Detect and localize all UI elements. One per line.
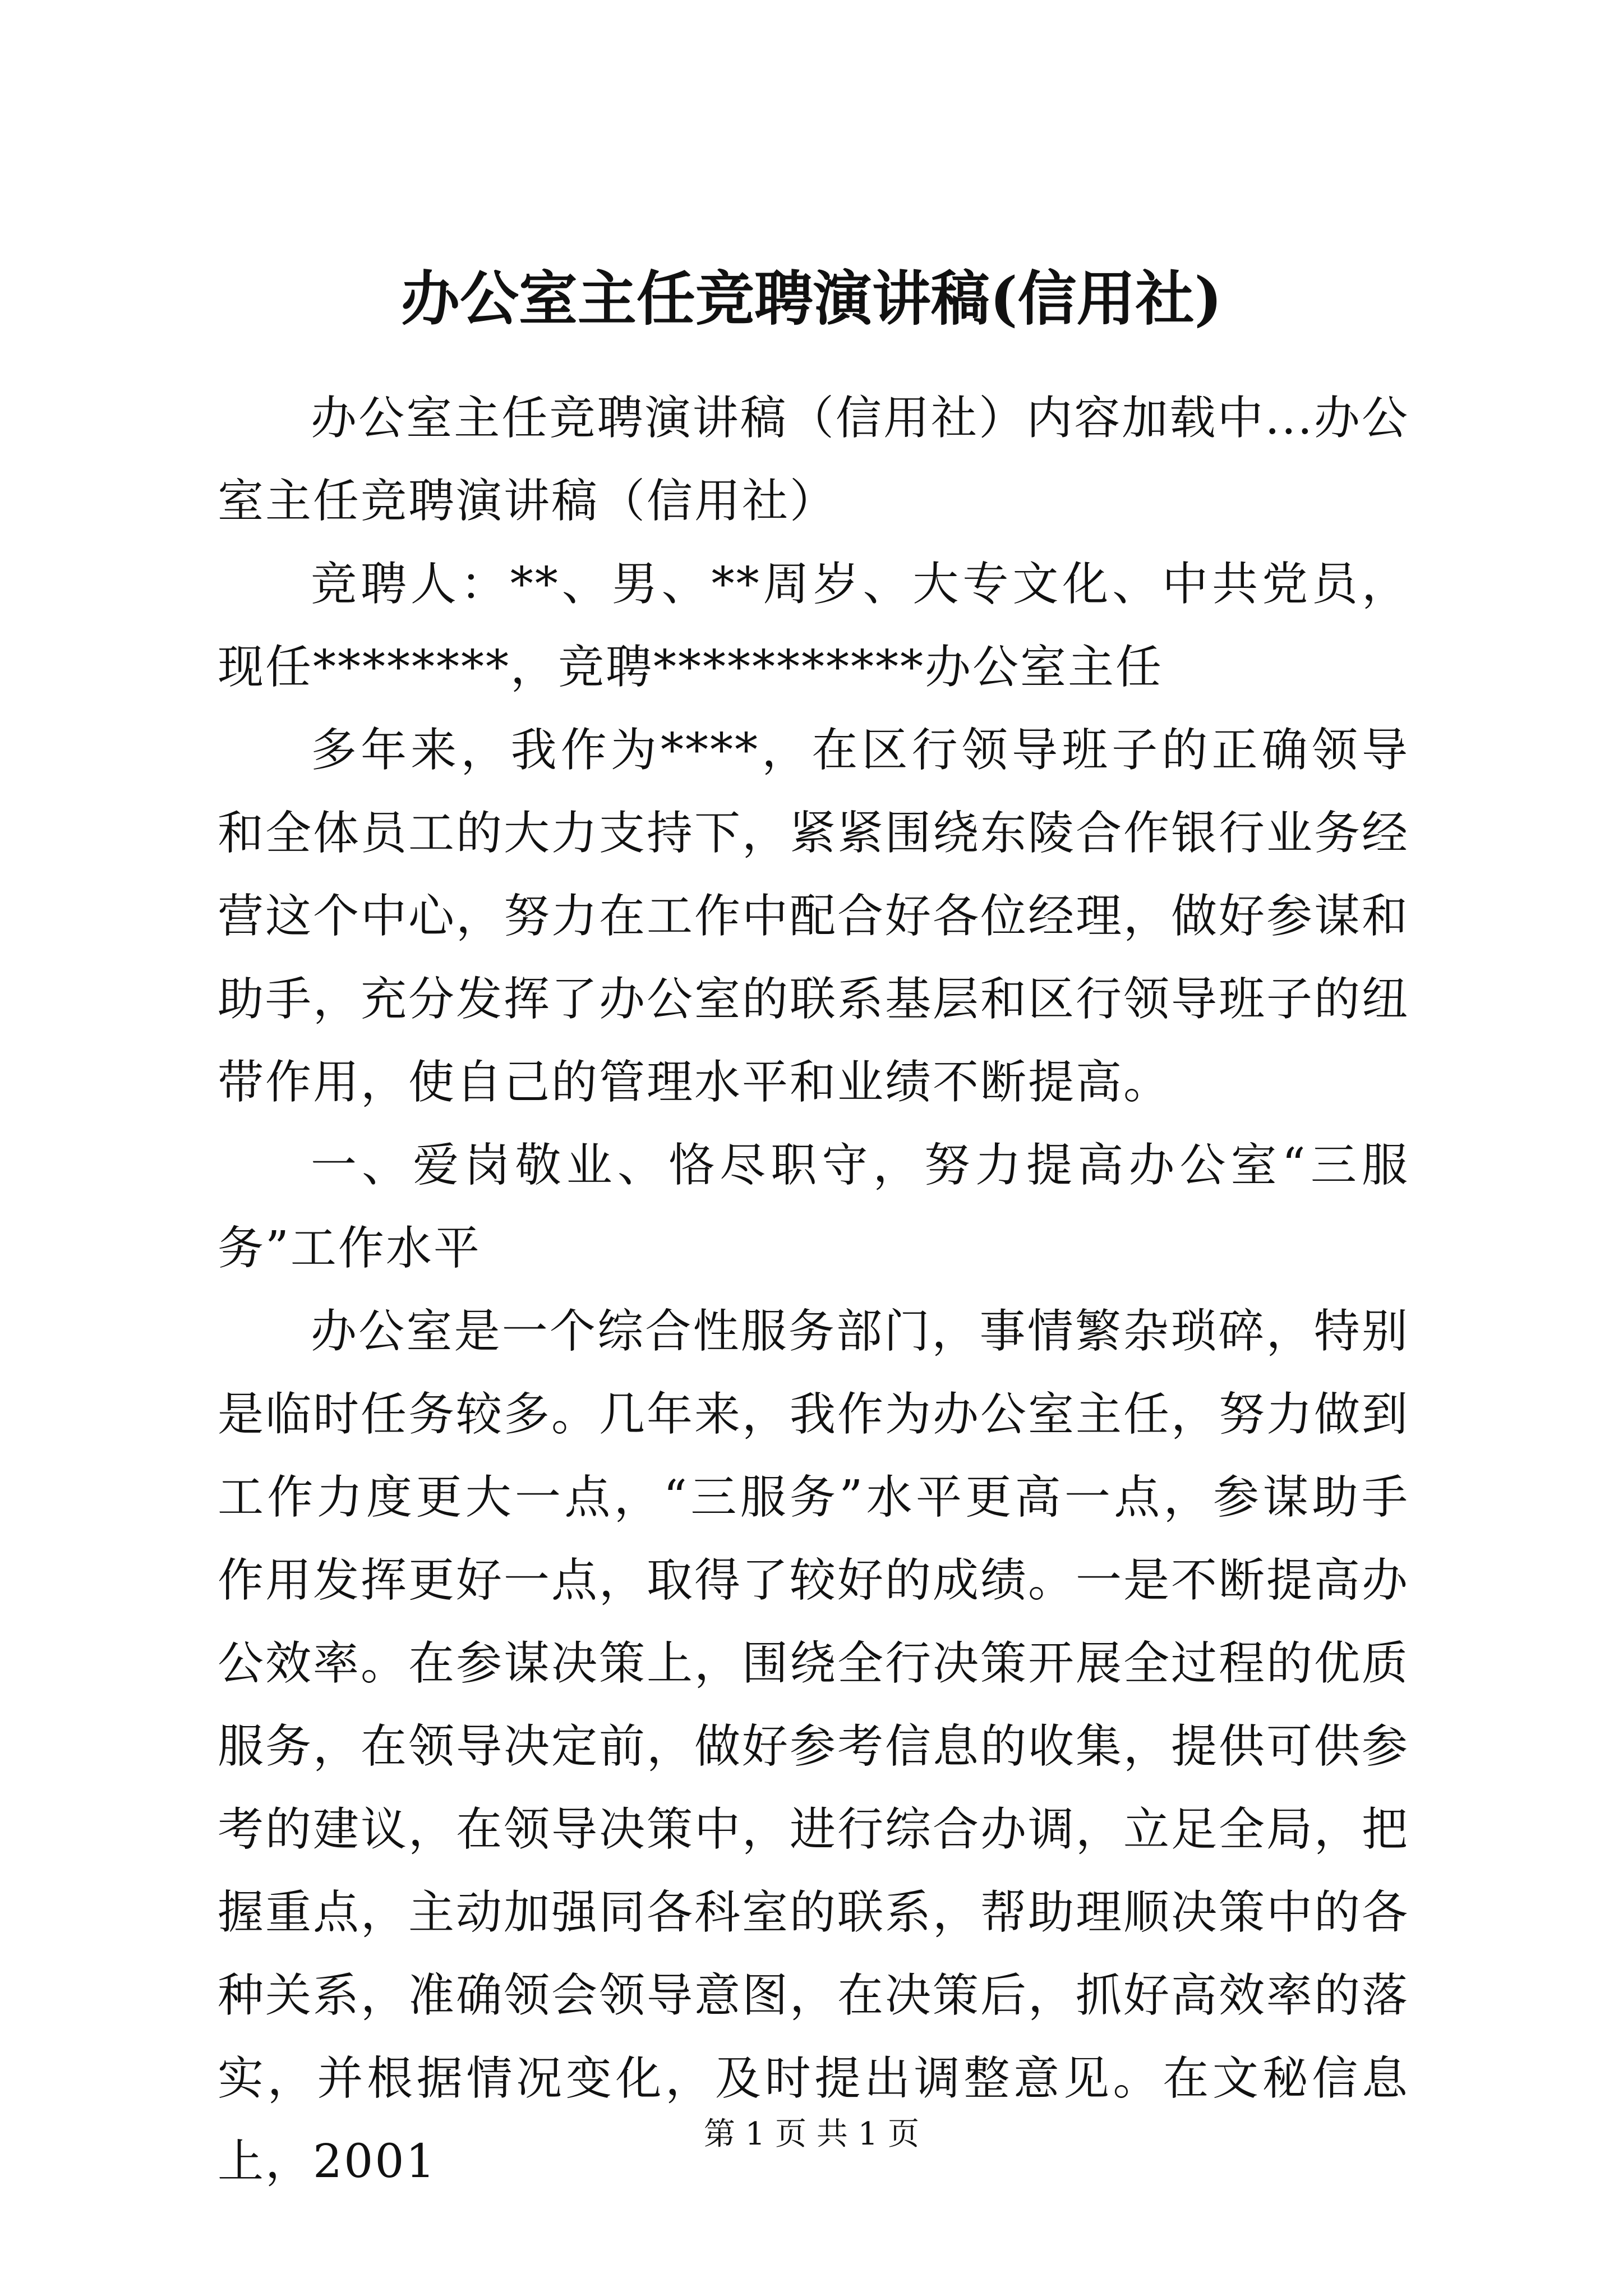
document-body [218,377,1409,2203]
document-title: 办公室主任竞聘演讲稿(信用社) [400,264,1223,333]
paragraph-intro: 办公室主任竞聘演讲稿（信用社）内容加载中...办公室主任竞聘演讲稿（信用社） [218,392,1409,528]
section-heading-1: 一、爱岗敬业、恪尽职守，努力提高办公室“三服务”工作水平 [218,1139,1409,1275]
page-footer: 第 1 页 共 1 页 [703,2116,920,2152]
paragraph-overview: 多年来，我作为****，在区行领导班子的正确领导和全体员工的大力支持下，紧紧围绕东陵合作银行业务经营这个中心，努力在工作中配合好各位经理，做好参谋和助手，充分发挥了办公室的联系基层和区行领导班子的纽带作用，使自己的管理水平和业绩不断提高。 [218,724,1410,1109]
paragraph-candidate-info: 竞聘人：**、男、**周岁、大专文化、中共党员，现任********，竞聘***********办公室主任 [218,558,1409,694]
paragraph-office-work: 办公室是一个综合性服务部门，事情繁杂琐碎，特别是临时任务较多。几年来，我作为办公室主任，努力做到工作力度更大一点，“三服务”水平更高一点，参谋助手作用发挥更好一点，取得了较好的成绩。一是不断提高办公效率。在参谋决策上，围绕全行决策开展全过程的优质服务，在领导决定前，做好参考信息的收集，提供可供参考的建议，在领导决策中，进行综合办调，立足全局，把握重点，主动加强同各科室的联系，帮助理顺决策中的各种关系，准确领会领导意图，在决策后，抓好高效率的落实，并根据情况变化，及时提出调整意见。在文秘信息上，2001 [218,1305,1410,2188]
